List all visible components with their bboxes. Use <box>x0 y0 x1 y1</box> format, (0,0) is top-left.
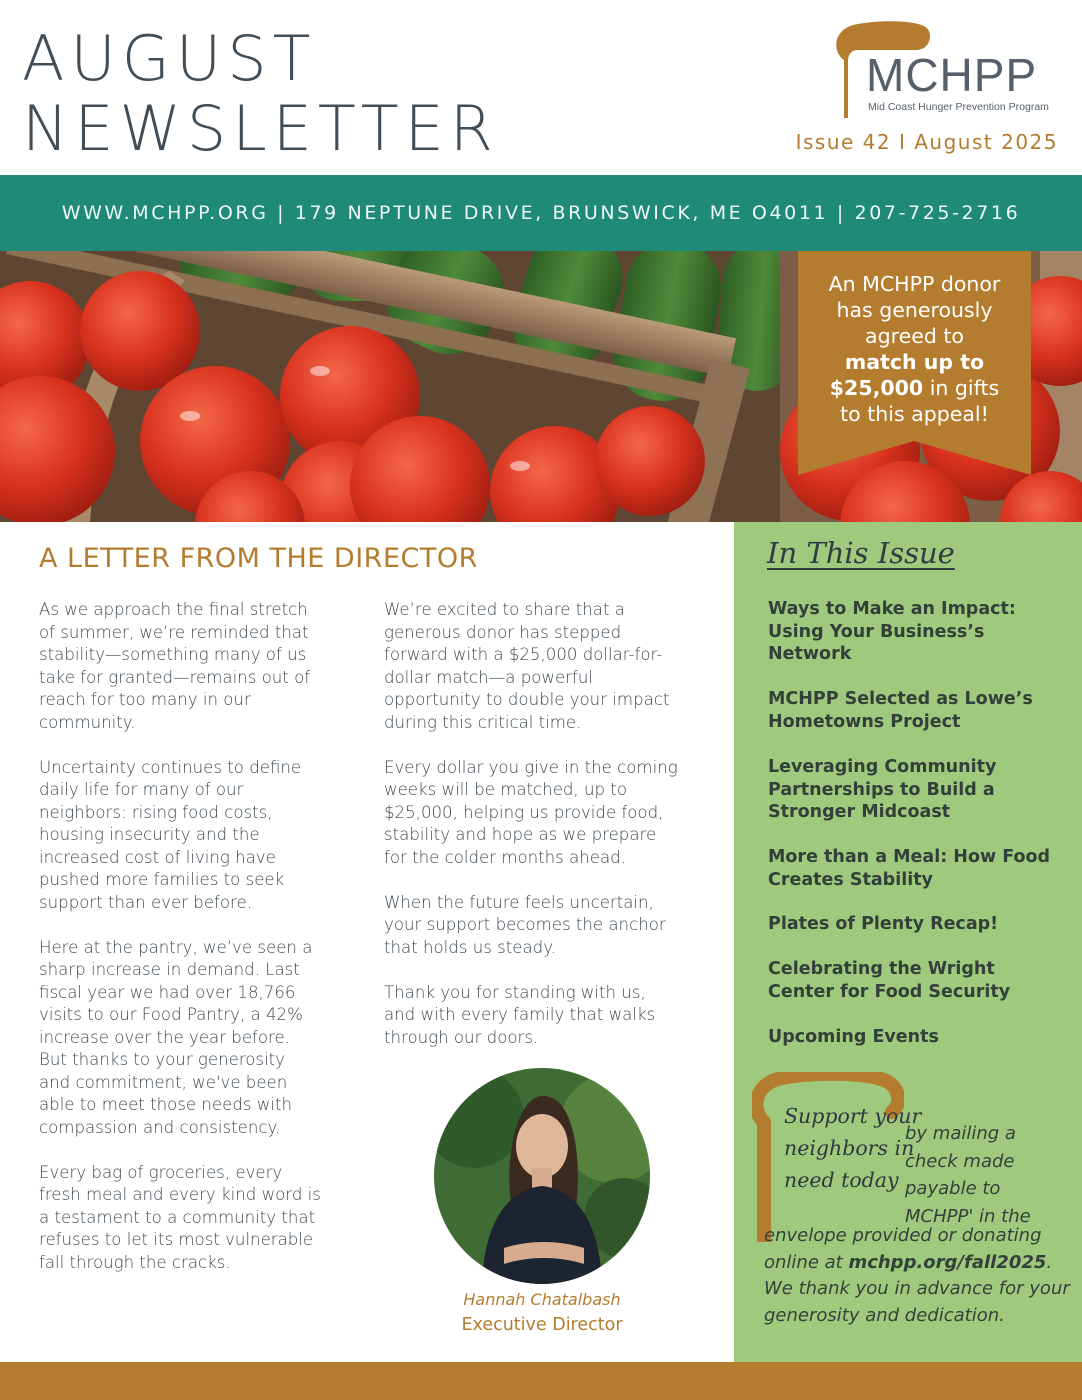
director-portrait <box>434 1068 650 1284</box>
issue-date: Issue 42 I August 2025 <box>795 130 1058 154</box>
callout-amount: $25,000 <box>829 376 924 400</box>
letter-column-1 <box>39 599 369 1297</box>
toc-item-wright-center[interactable]: Celebrating the Wright Center for Food Security <box>768 959 1011 1002</box>
letter-paragraph: Uncertainty continues to define daily life for many of our neighbors: rising food costs, housing insecurity and the increased cost of living have pushed more families to seek support than ever before. <box>39 757 302 912</box>
letter-paragraph: As we approach the final stretch of summer, we’re reminded that stability—something many of us take for granted—remains out of reach for too many in our community. <box>39 600 311 732</box>
contact-bar <box>0 175 1082 251</box>
toc-item-more-than-a-meal[interactable]: More than a Meal: How Food Creates Stability <box>768 847 1051 890</box>
support-text-a: envelope provided or donating online at <box>764 1225 1042 1273</box>
callout-bold1: match up to <box>844 350 985 374</box>
director-name: Hannah Chatalbash <box>463 1290 621 1309</box>
support-headline: Support your neighbors in need today <box>784 1104 922 1192</box>
newsletter-title-line2: NEWSLETTER <box>22 92 499 165</box>
letter-paragraph: Thank you for standing with us, and with every family that walks through our doors. <box>384 982 656 1047</box>
support-text-b: . We thank you in advance for your generosity and dedication. <box>764 1251 1070 1326</box>
toc-item-impact[interactable]: Ways to Make an Impact: Using Your Business’s Network <box>768 599 1016 664</box>
letter-column-2 <box>384 599 724 1072</box>
letter-paragraph: Here at the pantry, we’ve seen a sharp increase in demand. Last fiscal year we had over 18,766 visits to our Food Pantry, a 42% increase over the year before. But thanks to your generosity and commitment, we've been able to meet those needs with compassion and consistency. <box>39 937 313 1137</box>
toc-item-partnerships[interactable]: Leveraging Community Partnerships to Build a Stronger Midcoast <box>768 757 997 822</box>
toc-item-plates-of-plenty[interactable]: Plates of Plenty Recap! <box>768 914 999 934</box>
support-text <box>764 1223 1076 1329</box>
callout-line3: agreed to <box>865 324 964 348</box>
callout-line6: to this appeal! <box>840 402 989 426</box>
toc-item-upcoming-events[interactable]: Upcoming Events <box>768 1027 939 1047</box>
person-photo-icon <box>434 1068 650 1284</box>
callout-line2: has generously <box>836 298 993 322</box>
logo-subtitle: Mid Coast Hunger Prevention Program <box>868 101 1049 113</box>
logo-wordmark: MCHPP <box>866 49 1038 101</box>
director-title: Executive Director <box>461 1315 623 1335</box>
letter-heading: A LETTER FROM THE DIRECTOR <box>39 543 478 574</box>
callout-line5-tail: in gifts <box>923 376 1000 400</box>
letter-paragraph: When the future feels uncertain, your support becomes the anchor that holds us steady. <box>384 892 666 957</box>
sidebar-title: In This Issue <box>767 536 955 570</box>
letter-paragraph: Every bag of groceries, every fresh meal and every kind word is a testament to a community that refuses to let its most vulnerable fall through the cracks. <box>39 1162 321 1272</box>
letter-paragraph: We’re excited to share that a generous donor has stepped forward with a $25,000 dollar-for- dollar match—a powerful opportunity to double your impact during this critical time. <box>384 600 670 732</box>
donate-link[interactable]: mchpp.org/fall2025 <box>848 1251 1047 1273</box>
footer-bar <box>0 1362 1082 1400</box>
letter-paragraph: Every dollar you give in the coming weeks will be matched, up to $25,000, helping us provide food, stability and hope as we prepare for the colder months ahead. <box>384 757 678 867</box>
donor-match-callout <box>798 251 1031 475</box>
contact-info: WWW.MCHPP.ORG | 179 NEPTUNE DRIVE, BRUNSWICK, ME O4011 | 207-725-2716 <box>61 202 1021 224</box>
toc-item-lowes[interactable]: MCHPP Selected as Lowe’s Hometowns Project <box>768 689 1033 732</box>
newsletter-title-line1: AUGUST <box>22 22 317 95</box>
callout-line1: An MCHPP donor <box>828 272 1001 296</box>
support-text-side: by mailing a check made payable to MCHPP' in the <box>905 1123 1031 1227</box>
